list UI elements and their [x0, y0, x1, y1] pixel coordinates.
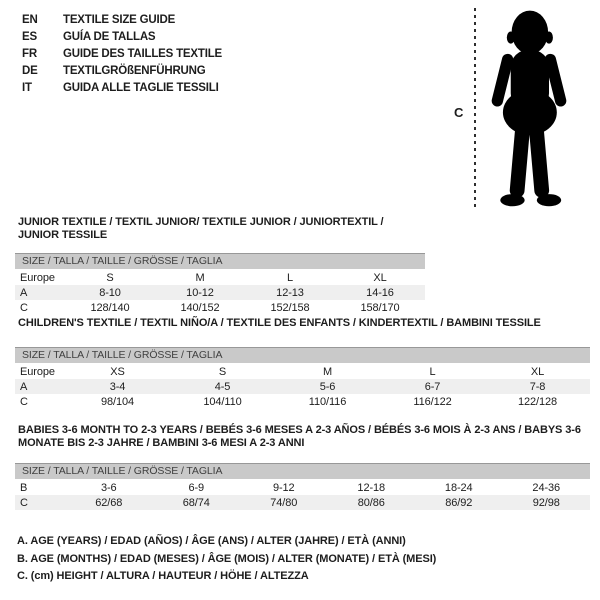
table-cell: 18-24 [444, 481, 473, 494]
language-row [22, 63, 222, 80]
table-cell: XL [530, 365, 545, 378]
language-row [22, 29, 222, 46]
babies-textile-section [15, 424, 590, 510]
size-header-bar: SIZE / TALLA / TAILLE / GRÖSSE / TAGLIA [15, 347, 590, 363]
table-cell: 24-36 [532, 481, 561, 494]
language-label: TEXTILGRÖßENFÜHRUNG [63, 65, 206, 77]
table-cell: M [195, 271, 205, 284]
row-label: C [20, 395, 28, 408]
table-cell: 9-12 [272, 481, 295, 494]
table-cell: 104/110 [203, 395, 242, 408]
table-cell: 8-10 [99, 286, 121, 299]
table-cell: M [322, 365, 333, 378]
table-cell: 98/104 [100, 395, 135, 408]
legend-line-height: C. (cm) HEIGHT / ALTURA / HAUTEUR / HÖHE / ALTEZZA [17, 570, 309, 582]
row-label: C [20, 496, 28, 509]
section-title: BABIES 3-6 MONTH TO 2-3 YEARS / BEBÉS 3-6 MESES A 2-3 AÑOS / BÉBÉS 3-6 MOIS À 2-3 ANS / BABYS 3-6 MONATE BIS 2-3 JAHRE / BAMBINI 3-6 MESI A 2-3 ANNI [18, 424, 581, 449]
language-code: FR [22, 48, 37, 60]
table-cell: 152/158 [270, 301, 310, 314]
table-cell: 4-5 [214, 380, 231, 393]
height-c-label: C [454, 105, 464, 120]
table-cell: L [429, 365, 436, 378]
childrens-textile-section [15, 317, 590, 409]
baby-silhouette-image [481, 8, 577, 208]
row-label: A [20, 286, 28, 299]
height-dotted-line [474, 8, 476, 208]
table-cell: 122/128 [517, 395, 558, 408]
table-cell: 92/98 [532, 496, 560, 509]
table-cell: 3-4 [109, 380, 126, 393]
section-title: CHILDREN'S TEXTILE / TEXTIL NIÑO/A / TEXTILE DES ENFANTS / KINDERTEXTIL / BAMBINI TESSILE [18, 317, 541, 329]
table-cell: L [286, 271, 294, 284]
table-cell: 74/80 [270, 496, 298, 509]
table-cell: 80/86 [357, 496, 385, 509]
legend [17, 533, 436, 586]
table-cell: S [106, 271, 114, 284]
table-cell: 6-9 [188, 481, 205, 494]
section-title: JUNIOR TEXTILE / TEXTIL JUNIOR/ TEXTILE JUNIOR / JUNIORTEXTIL / JUNIOR TESSILE [18, 216, 384, 241]
childrens-size-table [15, 364, 590, 409]
table-row [15, 270, 425, 285]
language-label: GUIDA ALLE TAGLIE TESSILI [63, 82, 219, 94]
size-header-bar: SIZE / TALLA / TAILLE / GRÖSSE / TAGLIA [15, 253, 425, 269]
language-code: IT [22, 82, 32, 94]
table-cell: 10-12 [186, 286, 214, 299]
table-cell: 128/140 [90, 301, 130, 314]
table-cell: 140/152 [180, 301, 220, 314]
table-cell: 68/74 [182, 496, 210, 509]
language-code: ES [22, 31, 37, 43]
table-row [15, 379, 590, 394]
table-row [15, 495, 590, 510]
language-label: TEXTILE SIZE GUIDE [63, 14, 176, 26]
language-code: EN [22, 14, 38, 26]
table-cell: 110/116 [308, 395, 347, 408]
table-cell: S [218, 365, 227, 378]
junior-textile-section [15, 216, 425, 315]
language-label: GUIDE DES TAILLES TEXTILE [63, 48, 222, 60]
table-cell: 62/68 [95, 496, 123, 509]
row-label: Europe [20, 271, 55, 284]
table-cell: 12-13 [276, 286, 304, 299]
table-row [15, 364, 590, 379]
row-label: A [20, 380, 28, 393]
legend-line-age-months: B. AGE (MONTHS) / EDAD (MESES) / ÂGE (MOIS) / ALTER (MONATE) / ETÀ (MESI) [17, 552, 437, 565]
language-label: GUÍA DE TALLAS [63, 31, 156, 43]
language-row [22, 80, 222, 97]
table-cell: 5-6 [319, 380, 336, 393]
size-header-bar: SIZE / TALLA / TAILLE / GRÖSSE / TAGLIA [15, 463, 590, 479]
table-cell: 3-6 [100, 481, 117, 494]
language-row [22, 12, 222, 29]
babies-size-table [15, 480, 590, 510]
table-cell: XL [373, 271, 387, 284]
row-label: Europe [20, 365, 55, 378]
junior-size-table [15, 270, 425, 315]
table-cell: XS [110, 365, 125, 378]
table-row [15, 480, 590, 495]
table-row [15, 285, 425, 300]
language-code: DE [22, 65, 38, 77]
table-cell: 7-8 [529, 380, 546, 393]
table-row [15, 300, 425, 315]
row-label: B [20, 481, 28, 494]
table-cell: 12-18 [357, 481, 386, 494]
language-row [22, 46, 222, 63]
legend-line-age-years: A. AGE (YEARS) / EDAD (AÑOS) / ÂGE (ANS) / ALTER (JAHRE) / ETÀ (ANNI) [17, 535, 406, 547]
table-cell: 86/92 [445, 496, 473, 509]
table-cell: 6-7 [424, 380, 441, 393]
row-label: C [20, 301, 28, 314]
table-cell: 158/170 [360, 301, 400, 314]
table-cell: 116/122 [413, 395, 452, 408]
baby-height-figure [448, 6, 593, 218]
language-list [22, 12, 222, 97]
table-cell: 14-16 [366, 286, 394, 299]
table-row [15, 394, 590, 409]
